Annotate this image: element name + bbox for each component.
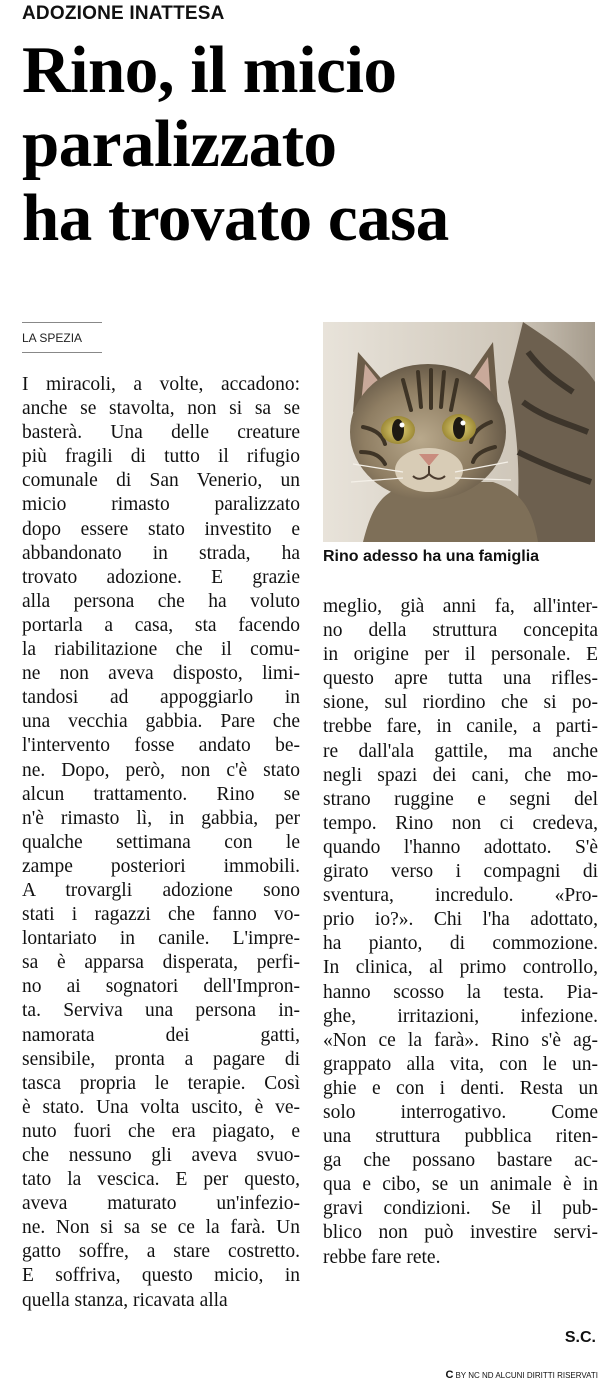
body-text-line: ga che possano bastare ac- [323,1150,598,1172]
headline [22,33,602,255]
body-text-line: stati i ragazzi che fanno vo- [22,904,300,926]
body-text-line: una struttura pubblica riten- [323,1126,598,1148]
body-text-line: I miracoli, a volte, accadono: [22,374,300,395]
body-text-line: negli spazi dei cani, che mo- [323,764,598,786]
body-text-line: micio rimasto paralizzato [22,494,300,516]
body-text-line: sventura, incredulo. «Pro- [323,885,598,907]
headline-line: Rino, il micio [22,33,397,107]
body-text-line: strano ruggine e segni del [323,788,598,810]
body-text-line: qualche settimana con le [22,831,300,853]
body-text-line: tandosi ad appoggiarlo in [22,687,300,709]
body-text-line: qua e cibo, se un animale è in [323,1174,598,1196]
photo-caption: Rino adesso ha una famiglia [323,548,540,565]
headline-line: ha trovato casa [22,181,449,255]
body-text-line: gatto soffre, a stare costretto. [22,1241,300,1263]
body-text-line: in origine per il personale. E [323,644,598,666]
body-text-line: tato la vescica. E per questo, [22,1169,300,1191]
body-text-line: aveva maturato un'infezio- [22,1193,300,1215]
body-column-left [22,373,300,1313]
body-text-line: una vecchia gabbia. Pare che [22,711,300,733]
body-text-line: no della struttura concepita [323,620,598,642]
body-text-line: la riabilitazione che il comu- [22,639,300,661]
body-text-line: ha pianto, di commozione. [323,933,598,955]
body-text-line: no ai sognatori dell'Impron- [22,976,300,998]
body-text-line: solo interrogativo. Come [323,1101,598,1123]
body-text-line: E soffriva, questo micio, in [22,1265,300,1287]
body-text-line: lontariato in canile. L'impre- [22,928,300,950]
body-text-line: trebbe fare, in canile, a parti- [323,716,598,738]
body-text-line: alcun trattamento. Rino se [22,783,300,805]
body-text-line: blico non può investire servi- [323,1222,598,1244]
cat-photo [323,322,595,542]
body-text-line: A trovargli adozione sono [22,879,300,901]
body-text-line: grappato alla vita, con le un- [323,1053,598,1075]
body-text-line: che nessuno gli aveva svuo- [22,1145,300,1166]
body-text-line: più fragili di tutto il rifugio [22,446,300,468]
body-text-line: trovato adozione. E grazie [22,566,300,588]
license-text: BY NC ND ALCUNI DIRITTI RISERVATI [455,1371,598,1380]
body-text-line: prio io?». Chi l'ha adottato, [323,909,598,931]
dateline: LA SPEZIA [22,331,83,345]
body-text-line: alla persona che ha voluto [22,590,300,612]
body-text-line: zampe posteriori immobili. [22,855,300,877]
author-signature: S.C. [564,1329,596,1346]
body-text-line: comunale di San Venerio, un [22,470,300,492]
body-text-line: l'intervento fosse andato be- [22,735,300,757]
body-text-line: portarla a casa, sta facendo [22,614,300,636]
body-text-line: è stato. Una volta uscito, è ve- [22,1096,300,1118]
body-column-right [323,595,598,1270]
body-text-line: quando l'hanno adottato. S'è [323,836,598,858]
kicker: ADOZIONE INATTESA [22,3,225,24]
body-text-line: hanno scosso la testa. Pia- [323,981,598,1003]
body-text-line: ta. Serviva una persona in- [22,1000,300,1022]
body-text-line: ne. Dopo, però, non c'è stato [22,759,300,781]
creative-commons-icon: C [445,1369,454,1381]
body-text-line: girato verso i compagni di [323,861,598,883]
body-text-line: sensibile, pronta a pagare di [22,1048,300,1070]
body-text-line: questo apre tutta una rifles- [323,668,598,690]
body-text-line: dopo essere stato investito e [22,518,300,540]
body-text-line: ghe, irritazioni, infezione. [323,1005,598,1027]
dateline-rule [22,352,102,353]
dateline-rule [22,322,102,323]
body-text-line: nuto fuori che era piagato, e [22,1120,300,1142]
body-text-line: ne non aveva disposto, limi- [22,663,300,685]
body-text-line: gravi condizioni. Se il pub- [323,1198,598,1220]
body-text-line: re dall'ala gattile, ma anche [323,740,598,762]
headline-line: paralizzato [22,107,337,181]
body-text-line: «Non ce la farà». Rino s'è ag- [323,1029,598,1051]
body-text-line: namorata dei gatti, [22,1024,300,1046]
body-text-line: ne. Non si sa se ce la farà. Un [22,1217,300,1239]
license-notice [440,1369,598,1381]
body-text-line: meglio, già anni fa, all'inter- [323,596,598,617]
body-text-line: sa è apparsa disperata, perfi- [22,952,300,974]
body-text-line: quella stanza, ricavata alla [22,1289,228,1311]
body-text-line: tasca propria le terapie. Così [22,1072,300,1094]
body-text-line: ghie e con i denti. Resta un [323,1077,598,1099]
body-text-line: tempo. Rino non ci credeva, [323,812,598,834]
body-text-line: n'è rimasto lì, in gabbia, per [22,807,300,829]
body-text-line: sione, sul riordino che si po- [323,692,598,714]
body-text-line: rebbe fare rete. [323,1246,441,1268]
body-text-line: abbandonato in strada, ha [22,542,300,564]
body-text-line: basterà. Una delle creature [22,422,300,444]
body-text-line: anche se stavolta, non si sa se [22,398,300,420]
tabby-cat-icon [323,322,595,542]
body-text-line: In clinica, al primo controllo, [323,957,598,979]
